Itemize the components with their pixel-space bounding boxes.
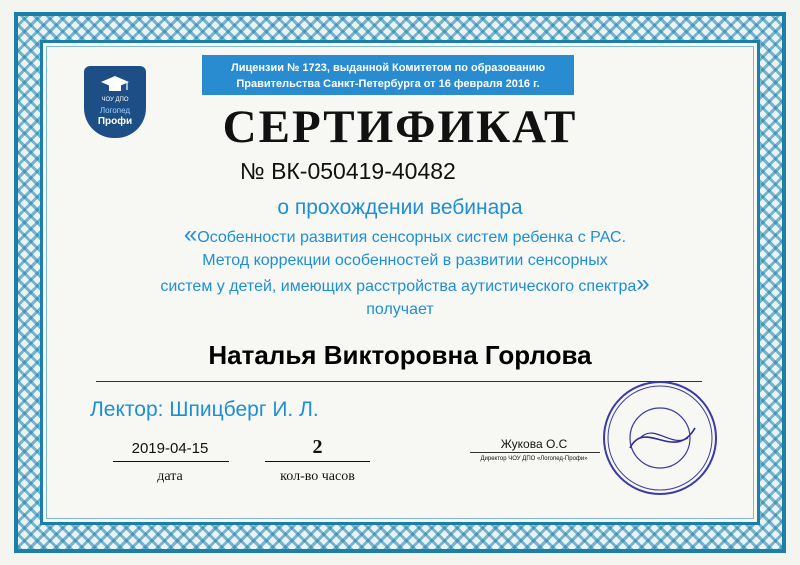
- topic-line-1: Особенности развития сенсорных систем ребенка с РАС.: [197, 229, 627, 246]
- director-title: Директор ЧОУ ДПО «Логопед-Профи»: [480, 456, 588, 462]
- hours-caption: кол-во часов: [280, 469, 355, 484]
- open-quote: «: [183, 221, 198, 248]
- hours-value: 2: [312, 436, 323, 458]
- topic-line-2: Метод коррекции особенностей в развитии сенсорных: [202, 252, 608, 269]
- date-caption: дата: [157, 469, 183, 484]
- signature-line: [470, 452, 600, 453]
- logo-line-2: Логопед: [99, 106, 131, 115]
- lecturer: Лектор: Шпицберг И. Л.: [90, 398, 319, 421]
- license-line-2: Правительства Санкт-Петербурга от 16 февраля 2016 г.: [236, 78, 540, 90]
- license-line-1: Лицензии № 1723, выданной Комитетом по образованию: [231, 62, 545, 74]
- logo: [84, 66, 146, 138]
- hours-underline: [265, 461, 370, 462]
- certificate-number: № ВК-050419-40482: [240, 158, 456, 184]
- director-name: Жукова О.С: [500, 437, 568, 451]
- official-stamp: [600, 378, 720, 498]
- logo-line-3: Профи: [97, 116, 133, 127]
- topic-line-3: систем у детей, имеющих расстройства аутистического спектра: [160, 278, 637, 295]
- license-banner: [202, 55, 574, 95]
- logo-line-1: ЧОУ ДПО: [101, 97, 129, 103]
- date-underline: [113, 461, 229, 462]
- receives-label: получает: [366, 301, 434, 318]
- certificate-title: СЕРТИФИКАТ: [222, 101, 578, 153]
- recipient-name: Наталья Викторовна Горлова: [208, 340, 592, 370]
- close-quote: »: [636, 270, 650, 297]
- certificate-subtitle: о прохождении вебинара: [277, 196, 523, 219]
- date-value: 2019-04-15: [131, 440, 209, 457]
- webinar-topic: [125, 223, 685, 298]
- graduation-cap-icon: [100, 74, 130, 94]
